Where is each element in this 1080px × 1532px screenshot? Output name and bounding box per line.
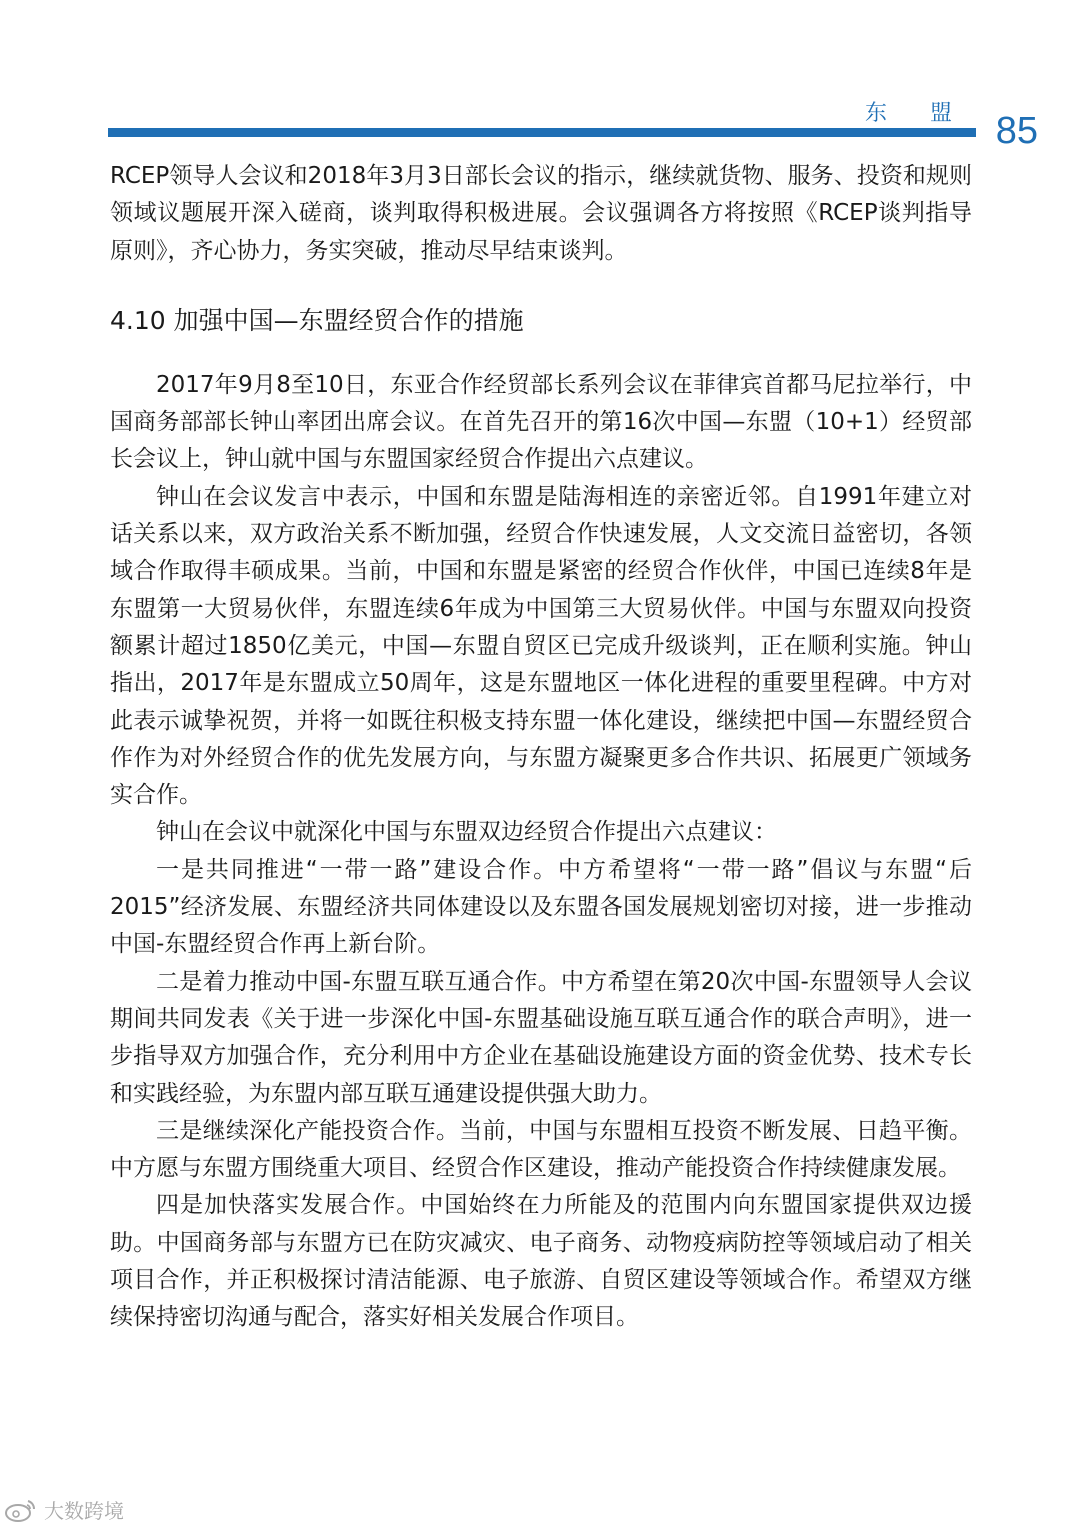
watermark [4, 1495, 124, 1524]
paragraph-proposal-3: 三是继续深化产能投资合作。当前，中国与东盟相互投资不断发展、日趋平衡。中方愿与东盟方围绕重大项目、经贸合作区建设，推动产能投资合作持续健康发展。 [110, 1117, 972, 1182]
header-rule [108, 128, 976, 137]
watermark-text: 大数跨境 [44, 1499, 124, 1523]
weibo-logo-icon [4, 1497, 38, 1523]
intro-paragraph: RCEP领导人会议和2018年3月3日部长会议的指示，继续就货物、服务、投资和规则领域议题展开深入磋商，谈判取得积极进展。会议强调各方将按照《RCEP谈判指导原则》，齐心协力，务实突破，推动尽早结束谈判。 [110, 163, 972, 264]
running-head: 东 盟 [865, 101, 970, 126]
paragraph-proposal-2: 二是着力推动中国-东盟互联互通合作。中方希望在第20次中国-东盟领导人会议期间共同发表《关于进一步深化中国-东盟基础设施互联互通合作的联合声明》，进一步指导双方加强合作，充分利用中方企业在基础设施建设方面的资金优势、技术专长和实践经验，为东盟内部互联互通建设提供强大助力。 [110, 968, 972, 1107]
paragraph-relations: 钟山在会议发言中表示，中国和东盟是陆海相连的亲密近邻。自1991年建立对话关系以来，双方政治关系不断加强，经贸合作快速发展，人文交流日益密切，各领域合作取得丰硕成果。当前，中国和东盟是紧密的经贸合作伙伴，中国已连续8年是东盟第一大贸易伙伴，东盟连续6年成为中国第三大贸易伙伴。中国与东盟双向投资额累计超过1850亿美元，中国—东盟自贸区已完成升级谈判，正在顺利实施。钟山指出，2017年是东盟成立50周年，这是东盟地区一体化进程的重要里程碑。中方对此表示诚挚祝贺，并将一如既往积极支持东盟一体化建设，继续把中国—东盟经贸合作作为对外经贸合作的优先发展方向，与东盟方凝聚更多合作共识、拓展更广领域务实合作。 [110, 483, 972, 809]
paragraph-meeting: 2017年9月8至10日，东亚合作经贸部长系列会议在菲律宾首都马尼拉举行，中国商务部部长钟山率团出席会议。在首先召开的第16次中国—东盟（10+1）经贸部长会议上，钟山就中国与东盟国家经贸合作提出六点建议。 [110, 371, 972, 473]
paragraph-proposal-4: 四是加快落实发展合作。中国始终在力所能及的范围内向东盟国家提供双边援助。中国商务部与东盟方已在防灾减灾、电子商务、动物疫病防控等领域启动了相关项目合作，并正积极探讨清洁能源、电子旅游、自贸区建设等领域合作。希望双方继续保持密切沟通与配合，落实好相关发展合作项目。 [110, 1192, 972, 1331]
paragraph-proposal-1: 一是共同推进“一带一路”建设合作。中方希望将“一带一路”倡议与东盟“后2015”经济发展、东盟经济共同体建设以及东盟各国发展规划密切对接，进一步推动中国-东盟经贸合作再上新台阶。 [110, 856, 972, 958]
section-title: 4.10 加强中国—东盟经贸合作的措施 [110, 305, 524, 335]
paragraph-proposals-intro: 钟山在会议中就深化中国与东盟双边经贸合作提出六点建议： [156, 819, 777, 846]
page-content [110, 158, 972, 1337]
page-number: 85 [995, 110, 1038, 152]
